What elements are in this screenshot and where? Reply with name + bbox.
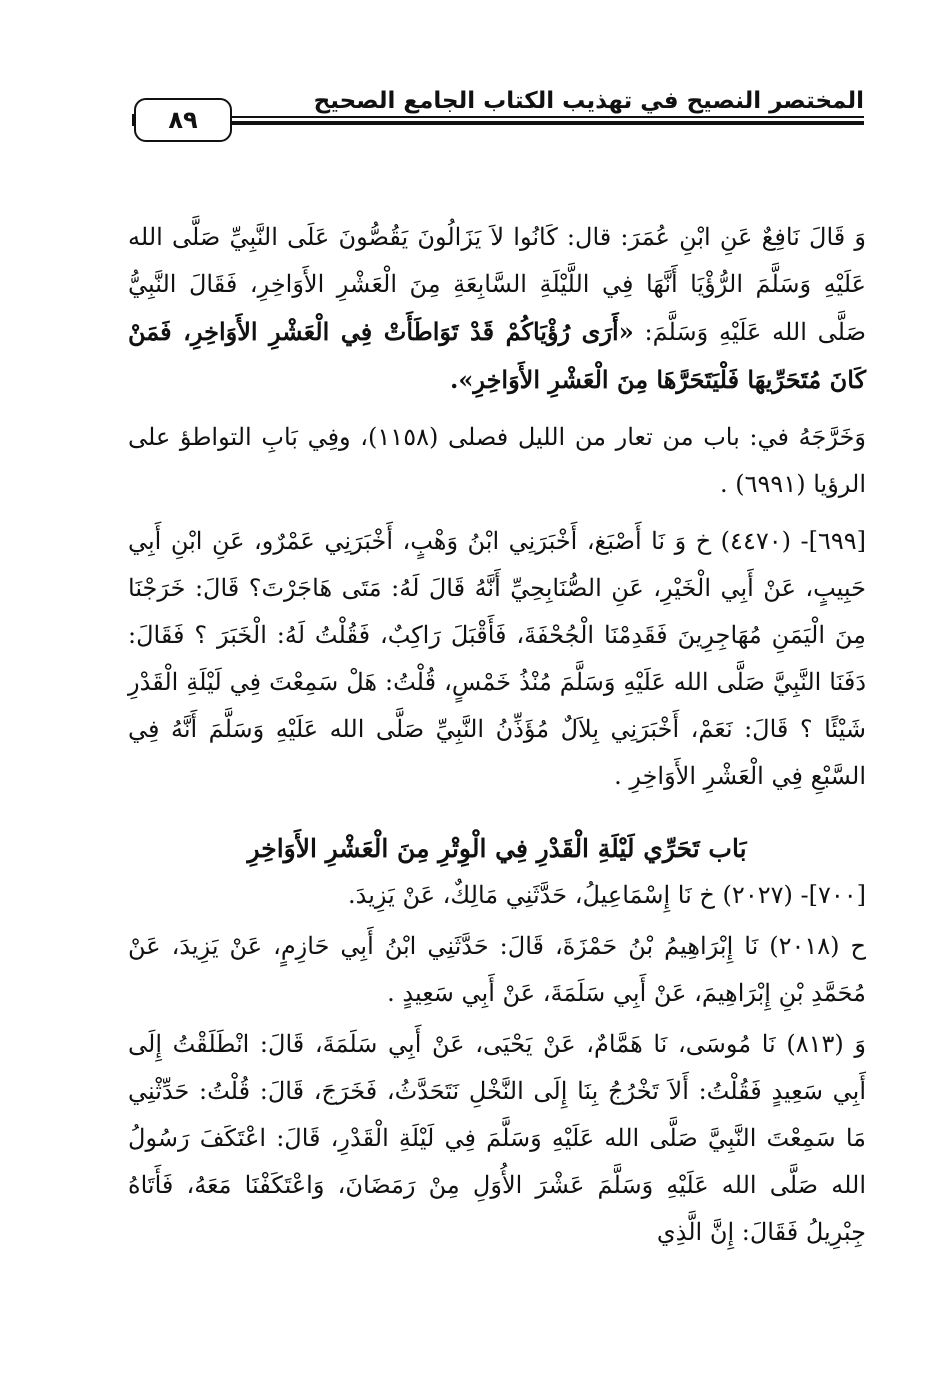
prophet-quote: «أَرَى رُؤْيَاكُمْ قَدْ تَوَاطَأَتْ فِي الْعَشْرِ الأَوَاخِرِ، فَمَنْ كَانَ مُتَحَرِّيهَا فَلْيَتَحَرَّهَا مِنَ الْعَشْرِ الأَوَاخِرِ». <box>128 317 866 394</box>
page-number: ٨٩ <box>134 98 232 142</box>
page-body <box>128 214 866 1260</box>
paragraph-isnad-2018: ح (٢٠١٨) نَا إِبْرَاهِيمُ بْنُ حَمْزَةَ، قَالَ: حَدَّثَنِي ابْنُ أَبِي حَازِمٍ، عَنْ يَزِيدَ، عَنْ مُحَمَّدِ بْنِ إِبْرَاهِيمَ، عَنْ أَبِي سَلَمَةَ، عَنْ أَبِي سَعِيدٍ . <box>128 932 867 1007</box>
running-title: المختصر النصيح في تهذيب الكتاب الجامع الصحيح <box>313 88 864 114</box>
paragraph-nafi-hadith <box>128 214 866 404</box>
running-header <box>130 86 864 150</box>
paragraph-takhrij: وَخَرَّجَهُ في: باب من تعار من الليل فصلى (١١٥٨)، وفِي بَابِ التواطؤ على الرؤيا (٦٩٩١) . <box>128 423 866 498</box>
paragraph-hadith-700: [٧٠٠]- (٢٠٢٧) خ نَا إِسْمَاعِيلُ، حَدَّثَنِي مَالِكٌ، عَنْ يَزِيدَ. <box>347 881 866 909</box>
paragraph-lead: وَ قَالَ نَافِعٌ عَنِ ابْنِ عُمَرَ: قال: كَانُوا لاَ يَزَالُونَ يَقُصُّونَ عَلَى النَّبِيِّ صَلَّى الله عَلَيْهِ وَسَلَّمَ الرُّؤْيَا أَنَّهَا فِي اللَّيْلَةِ السَّابِعَةِ مِنَ الْعَشْرِ الأَوَاخِرِ، فَقَالَ النَّبِيُّ صَلَّى الله عَلَيْهِ وَسَلَّمَ: <box>128 223 867 346</box>
chapter-heading: بَاب تَحَرِّي لَيْلَةِ الْقَدْرِ فِي الْوِتْرِ مِنَ الْعَشْرِ الأَوَاخِرِ <box>247 834 747 863</box>
paragraph-hadith-699: [٦٩٩]- (٤٤٧٠) خ وَ نَا أَصْبَغ، أَخْبَرَنِي ابْنُ وَهْبٍ، أَخْبَرَنِي عَمْرٌو، عَنِ ابْنِ أَبِي حَبِيبٍ، عَنْ أَبِي الْخَيْرِ، عَنِ الصُّنَابِحِيِّ أَنَّهُ قَالَ لَهُ: مَتَى هَاجَرْتَ؟ قَالَ: خَرَجْنَا مِنَ الْيَمَنِ مُهَاجِرِينَ فَقَدِمْنَا الْجُحْفَةَ، فَأَقْبَلَ رَاكِبٌ، فَقُلْتُ لَهُ: الْخَبَرَ ؟ فَقَالَ: دَفَنَا النَّبِيَّ صَلَّى الله عَلَيْهِ وَسَلَّمَ مُنْذُ خَمْسٍ، قُلْتُ: هَلْ سَمِعْتَ فِي لَيْلَةِ الْقَدْرِ شَيْئًا ؟ قَالَ: نَعَمْ، أَخْبَرَنِي بِلاَلٌ مُؤَذِّنُ النَّبِيِّ صَلَّى الله عَلَيْهِ وَسَلَّمَ أَنَّهُ فِي السَّبْعِ فِي الْعَشْرِ الأَوَاخِرِ . <box>128 527 867 790</box>
paragraph-isnad-813: وَ (٨١٣) نَا مُوسَى، نَا هَمَّامٌ، عَنْ يَحْيَى، عَنْ أَبِي سَلَمَةَ، قَالَ: انْطَلَقْتُ إِلَى أَبِي سَعِيدٍ فَقُلْتُ: أَلاَ تَخْرُجُ بِنَا إِلَى النَّخْلِ نَتَحَدَّثُ، فَخَرَجَ، قَالَ: قُلْتُ: حَدِّثْنِي مَا سَمِعْتَ النَّبِيَّ صَلَّى الله عَلَيْهِ وَسَلَّمَ فِي لَيْلَةِ الْقَدْرِ، قَالَ: اعْتَكَفَ رَسُولُ الله صَلَّى الله عَلَيْهِ وَسَلَّمَ عَشْرَ الأُوَلِ مِنْ رَمَضَانَ، وَاعْتَكَفْنَا مَعَهُ، فَأَتَاهُ جِبْرِيلُ فَقَالَ: إِنَّ الَّذِي <box>128 1030 866 1246</box>
header-rule <box>230 116 864 125</box>
